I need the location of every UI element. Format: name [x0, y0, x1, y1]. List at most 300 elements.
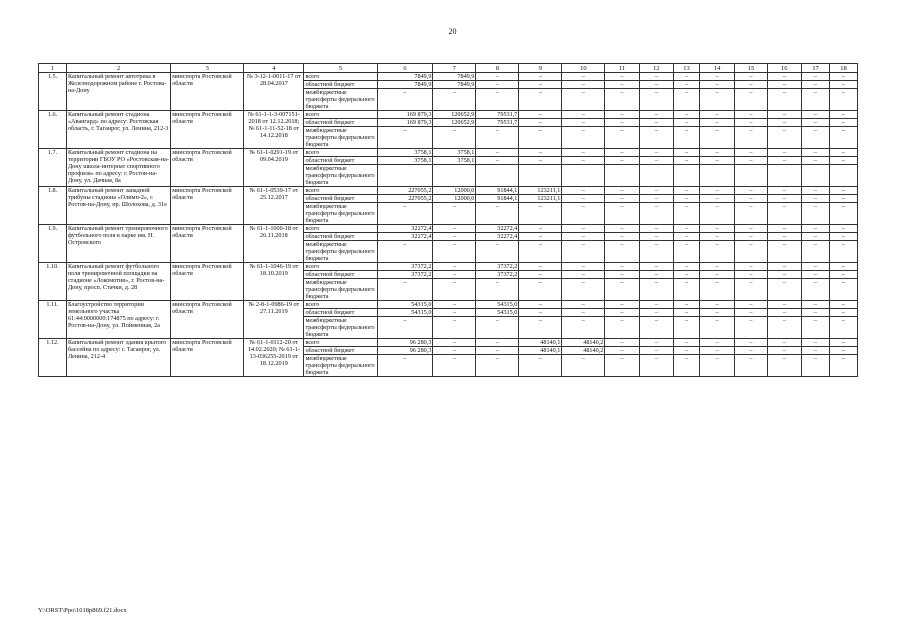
value-cell: –	[829, 203, 857, 225]
value-cell: –	[801, 233, 829, 241]
value-cell: –	[476, 81, 519, 89]
value-cell: –	[433, 347, 476, 355]
value-cell	[829, 165, 857, 187]
value-cell: –	[562, 195, 605, 203]
value-cell: –	[639, 149, 673, 157]
value-cell: –	[767, 195, 801, 203]
value-cell: –	[829, 73, 857, 81]
document-ref: № 2-8-1-0986-19 от 27.11.2019	[244, 301, 304, 339]
row-number: 1.8.	[39, 187, 67, 225]
object-name: Капитальный ремонт стадиона «Авангард» по адресу: Ростовская область, г. Таганрог, ул. Ленина, 212-3	[66, 111, 170, 149]
value-cell: –	[829, 157, 857, 165]
funding-source-label: межбюджетные трансферты федерального бюджета	[304, 317, 377, 339]
value-cell: –	[674, 127, 700, 149]
funding-source-label: межбюджетные трансферты федерального бюджета	[304, 241, 377, 263]
value-cell: 48140,1	[519, 347, 562, 355]
value-cell: –	[605, 309, 639, 317]
value-cell: –	[476, 355, 519, 377]
value-cell: –	[562, 317, 605, 339]
value-cell: 96 280,3	[377, 339, 433, 347]
column-header: 15	[735, 64, 767, 73]
value-cell: –	[674, 309, 700, 317]
document-ref: № 3-12-1-0011-17 от 28.04.2017	[244, 73, 304, 111]
customer-org: минспорта Ростовской области	[171, 73, 244, 111]
value-cell: –	[639, 157, 673, 165]
funding-source-label: областной бюджет	[304, 195, 377, 203]
value-cell: 54315,0	[476, 309, 519, 317]
value-cell: 37372,2	[476, 263, 519, 271]
column-header: 2	[66, 64, 170, 73]
header-row	[39, 64, 858, 73]
funding-source-label: межбюджетные трансферты федерального бюджета	[304, 279, 377, 301]
value-cell: –	[433, 89, 476, 111]
value-cell: –	[519, 149, 562, 157]
value-cell: –	[562, 89, 605, 111]
value-cell: –	[829, 233, 857, 241]
value-cell: –	[476, 339, 519, 347]
value-cell: –	[519, 157, 562, 165]
value-cell: –	[735, 339, 767, 347]
value-cell: –	[829, 309, 857, 317]
value-cell: –	[829, 119, 857, 127]
value-cell: –	[562, 149, 605, 157]
value-cell: –	[519, 317, 562, 339]
value-cell: 48140,2	[562, 347, 605, 355]
object-name: Капитальный ремонт здания крытого бассейна по адресу: г. Таганрог, ул. Ленина, 212-4	[66, 339, 170, 377]
value-cell	[767, 165, 801, 187]
value-cell: –	[605, 73, 639, 81]
value-cell: –	[639, 89, 673, 111]
value-cell: –	[674, 241, 700, 263]
value-cell: –	[829, 187, 857, 195]
funding-source-label: межбюджетные трансферты федерального бюджета	[304, 355, 377, 377]
value-cell: 54315,0	[377, 309, 433, 317]
table-header	[39, 64, 858, 73]
value-cell: –	[699, 149, 734, 157]
column-header: 18	[829, 64, 857, 73]
customer-org: минспорта Ростовской области	[171, 111, 244, 149]
document-ref: № 61-1-1000-18 от 26.11.2018	[244, 225, 304, 263]
value-cell: 120652,9	[433, 119, 476, 127]
funding-source-label: областной бюджет	[304, 309, 377, 317]
value-cell: –	[674, 89, 700, 111]
value-cell: 96 280,3	[377, 347, 433, 355]
value-cell: –	[562, 355, 605, 377]
value-cell: 3758,1	[377, 149, 433, 157]
value-cell: –	[801, 157, 829, 165]
document-ref: № 61-1-0291-19 от 09.04.2019	[244, 149, 304, 187]
value-cell	[699, 165, 734, 187]
value-cell: –	[377, 355, 433, 377]
document-ref: № 61-1-0539-17 от 25.12.2017	[244, 187, 304, 225]
value-cell: –	[605, 279, 639, 301]
column-header: 5	[304, 64, 377, 73]
table-body	[39, 73, 858, 377]
value-cell: –	[433, 203, 476, 225]
value-cell: –	[699, 187, 734, 195]
row-number: 1.10.	[39, 263, 67, 301]
value-cell: –	[829, 111, 857, 119]
value-cell: –	[605, 317, 639, 339]
value-cell: –	[735, 73, 767, 81]
value-cell: –	[605, 225, 639, 233]
value-cell: –	[433, 317, 476, 339]
value-cell: –	[639, 339, 673, 347]
value-cell: –	[801, 127, 829, 149]
value-cell: –	[767, 157, 801, 165]
value-cell: –	[562, 157, 605, 165]
value-cell: –	[735, 195, 767, 203]
value-cell: –	[674, 301, 700, 309]
value-cell: –	[767, 309, 801, 317]
value-cell: –	[829, 339, 857, 347]
object-name: Капитальный ремонт автотрека в Железнодорожном районе г. Ростова-на-Дону	[66, 73, 170, 111]
value-cell: –	[562, 233, 605, 241]
value-cell: –	[519, 279, 562, 301]
value-cell: –	[562, 127, 605, 149]
value-cell: –	[699, 81, 734, 89]
value-cell: –	[639, 301, 673, 309]
value-cell: –	[674, 73, 700, 81]
table-row	[39, 73, 858, 81]
value-cell: –	[801, 317, 829, 339]
table-row	[39, 187, 858, 195]
value-cell: 7849,9	[377, 81, 433, 89]
value-cell	[735, 165, 767, 187]
funding-source-label: всего	[304, 301, 377, 309]
value-cell: –	[829, 195, 857, 203]
value-cell: –	[562, 81, 605, 89]
value-cell: –	[767, 279, 801, 301]
value-cell: –	[699, 233, 734, 241]
value-cell: –	[767, 301, 801, 309]
value-cell: –	[476, 89, 519, 111]
value-cell: –	[674, 225, 700, 233]
value-cell: –	[801, 111, 829, 119]
value-cell: –	[519, 233, 562, 241]
value-cell: –	[801, 187, 829, 195]
value-cell: –	[767, 149, 801, 157]
funding-source-label: межбюджетные трансферты федерального бюджета	[304, 203, 377, 225]
value-cell: –	[605, 157, 639, 165]
object-name: Капитальный ремонт стадиона на территории ГБОУ РО «Ростовская-на-Дону школа-интернат спортивного профиля» по адресу: г. Ростов-на-Дону, ул. Дачная, 8а	[66, 149, 170, 187]
funding-source-label: областной бюджет	[304, 119, 377, 127]
value-cell: –	[605, 119, 639, 127]
value-cell: –	[699, 89, 734, 111]
value-cell: –	[639, 355, 673, 377]
value-cell	[433, 165, 476, 187]
value-cell: –	[829, 301, 857, 309]
value-cell: 54315,0	[377, 301, 433, 309]
value-cell: –	[639, 119, 673, 127]
value-cell: –	[735, 119, 767, 127]
value-cell: –	[562, 309, 605, 317]
value-cell: –	[433, 355, 476, 377]
value-cell: –	[605, 233, 639, 241]
customer-org: минспорта Ростовской области	[171, 149, 244, 187]
funding-source-label: областной бюджет	[304, 347, 377, 355]
value-cell: –	[829, 347, 857, 355]
value-cell: –	[476, 241, 519, 263]
column-header: 14	[699, 64, 734, 73]
value-cell: –	[562, 187, 605, 195]
value-cell: –	[433, 339, 476, 347]
customer-org: минспорта Ростовской области	[171, 339, 244, 377]
value-cell: –	[562, 225, 605, 233]
value-cell: –	[562, 119, 605, 127]
object-name: Капитальный ремонт западной трибуны стадиона «Олимп-2», г. Ростов-на-Дону, пр. Шолохова, д. 31е	[66, 187, 170, 225]
value-cell: –	[639, 111, 673, 119]
value-cell: 3758,1	[433, 149, 476, 157]
value-cell: –	[377, 127, 433, 149]
value-cell: –	[767, 225, 801, 233]
value-cell: –	[639, 317, 673, 339]
value-cell: –	[605, 81, 639, 89]
funding-source-label: всего	[304, 73, 377, 81]
value-cell: –	[735, 317, 767, 339]
value-cell: –	[519, 119, 562, 127]
value-cell: 120652,9	[433, 111, 476, 119]
value-cell: –	[674, 339, 700, 347]
value-cell: 3758,1	[433, 157, 476, 165]
value-cell: –	[767, 233, 801, 241]
document-ref: № 61-1-1-3-007151-2018 от 12.12.2018; № 61-1-11-52-18 от 14.12.2018	[244, 111, 304, 149]
value-cell: –	[605, 89, 639, 111]
value-cell: –	[377, 241, 433, 263]
value-cell: –	[674, 119, 700, 127]
value-cell: 12000,0	[433, 195, 476, 203]
value-cell: –	[605, 127, 639, 149]
value-cell: –	[377, 203, 433, 225]
value-cell: –	[476, 317, 519, 339]
budget-table	[38, 63, 858, 377]
value-cell: –	[605, 203, 639, 225]
value-cell: –	[829, 241, 857, 263]
value-cell: –	[562, 279, 605, 301]
value-cell: –	[699, 301, 734, 309]
value-cell: –	[519, 241, 562, 263]
value-cell: –	[699, 119, 734, 127]
column-header: 16	[767, 64, 801, 73]
value-cell: –	[735, 309, 767, 317]
customer-org: минспорта Ростовской области	[171, 301, 244, 339]
row-number: 1.12.	[39, 339, 67, 377]
value-cell: –	[801, 271, 829, 279]
value-cell: –	[674, 355, 700, 377]
value-cell: –	[519, 355, 562, 377]
value-cell: –	[639, 81, 673, 89]
value-cell: –	[767, 241, 801, 263]
value-cell: –	[605, 263, 639, 271]
funding-source-label: всего	[304, 111, 377, 119]
value-cell: –	[829, 225, 857, 233]
document-ref: № 61-1-0112-20 от 14.02.2020; № 61-1-13-036255-2019 от 18.12.2019	[244, 339, 304, 377]
value-cell: 12000,0	[433, 187, 476, 195]
funding-source-label: областной бюджет	[304, 157, 377, 165]
customer-org: минспорта Ростовской области	[171, 263, 244, 301]
value-cell: –	[699, 271, 734, 279]
funding-source-label: межбюджетные трансферты федерального бюджета	[304, 165, 377, 187]
column-header: 8	[476, 64, 519, 73]
value-cell: –	[605, 355, 639, 377]
value-cell: 169 879,3	[377, 111, 433, 119]
column-header: 10	[562, 64, 605, 73]
value-cell: –	[801, 301, 829, 309]
value-cell: –	[801, 225, 829, 233]
value-cell: –	[699, 241, 734, 263]
value-cell: 37372,2	[377, 263, 433, 271]
funding-source-label: областной бюджет	[304, 81, 377, 89]
value-cell: –	[735, 279, 767, 301]
column-header: 9	[519, 64, 562, 73]
value-cell: –	[767, 355, 801, 377]
value-cell: –	[767, 111, 801, 119]
value-cell: –	[377, 317, 433, 339]
value-cell: –	[674, 81, 700, 89]
value-cell: –	[829, 149, 857, 157]
value-cell: –	[433, 301, 476, 309]
value-cell: –	[699, 195, 734, 203]
value-cell: –	[639, 279, 673, 301]
value-cell: –	[767, 119, 801, 127]
value-cell: –	[519, 203, 562, 225]
value-cell: –	[519, 81, 562, 89]
value-cell: –	[767, 203, 801, 225]
value-cell: –	[605, 111, 639, 119]
value-cell: –	[767, 187, 801, 195]
value-cell: –	[801, 309, 829, 317]
column-header: 11	[605, 64, 639, 73]
value-cell: –	[377, 279, 433, 301]
value-cell: –	[562, 73, 605, 81]
value-cell: –	[735, 225, 767, 233]
object-name: Благоустройство территории земельного участка 61:44:0000000:174875 по адресу: г. Ростов-на-Дону, ул. Пойменная, 2а	[66, 301, 170, 339]
value-cell: –	[735, 127, 767, 149]
value-cell: –	[605, 149, 639, 157]
value-cell: –	[519, 127, 562, 149]
value-cell	[519, 165, 562, 187]
table-row	[39, 301, 858, 309]
value-cell: –	[735, 149, 767, 157]
value-cell: –	[674, 157, 700, 165]
value-cell: 79531,7	[476, 111, 519, 119]
value-cell: –	[699, 225, 734, 233]
row-number: 1.9.	[39, 225, 67, 263]
value-cell: –	[735, 81, 767, 89]
value-cell	[476, 165, 519, 187]
funding-source-label: всего	[304, 149, 377, 157]
value-cell: –	[735, 89, 767, 111]
value-cell: –	[639, 203, 673, 225]
value-cell: –	[735, 157, 767, 165]
value-cell: 48140,1	[519, 339, 562, 347]
value-cell: –	[801, 119, 829, 127]
value-cell: –	[735, 355, 767, 377]
value-cell: –	[735, 241, 767, 263]
value-cell: 91844,1	[476, 195, 519, 203]
value-cell: –	[829, 317, 857, 339]
value-cell: –	[433, 241, 476, 263]
funding-source-label: всего	[304, 339, 377, 347]
value-cell	[562, 165, 605, 187]
value-cell: 32272,4	[476, 225, 519, 233]
value-cell: –	[674, 195, 700, 203]
value-cell: –	[433, 271, 476, 279]
column-header: 12	[639, 64, 673, 73]
column-header: 6	[377, 64, 433, 73]
value-cell: 32272,4	[476, 233, 519, 241]
table-row	[39, 111, 858, 119]
value-cell: –	[605, 195, 639, 203]
value-cell: –	[519, 89, 562, 111]
value-cell: –	[735, 111, 767, 119]
value-cell: –	[767, 263, 801, 271]
value-cell: –	[735, 301, 767, 309]
value-cell	[801, 165, 829, 187]
value-cell: –	[562, 203, 605, 225]
table-row	[39, 149, 858, 157]
value-cell: –	[735, 263, 767, 271]
funding-source-label: всего	[304, 187, 377, 195]
value-cell: –	[639, 187, 673, 195]
row-number: 1.7.	[39, 149, 67, 187]
table-row	[39, 339, 858, 347]
object-name: Капитальный ремонт футбольного поля тренировочной площадки на стадионе «Локомотив», г. Ростов-на-Дону, просп. Стачки, д. 28	[66, 263, 170, 301]
value-cell: –	[674, 187, 700, 195]
value-cell: 91844,1	[476, 187, 519, 195]
value-cell: –	[801, 81, 829, 89]
value-cell: –	[476, 279, 519, 301]
value-cell: –	[801, 149, 829, 157]
value-cell: –	[639, 195, 673, 203]
value-cell: 37372,2	[476, 271, 519, 279]
value-cell: –	[801, 195, 829, 203]
value-cell: –	[674, 149, 700, 157]
value-cell	[674, 165, 700, 187]
value-cell: –	[674, 271, 700, 279]
value-cell: –	[699, 309, 734, 317]
funding-source-label: всего	[304, 263, 377, 271]
value-cell: –	[639, 347, 673, 355]
value-cell: –	[735, 271, 767, 279]
value-cell: 79531,7	[476, 119, 519, 127]
column-header: 13	[674, 64, 700, 73]
value-cell: –	[801, 263, 829, 271]
value-cell: 227055,2	[377, 195, 433, 203]
value-cell: –	[735, 233, 767, 241]
value-cell: –	[801, 203, 829, 225]
value-cell: –	[767, 89, 801, 111]
value-cell: –	[674, 263, 700, 271]
funding-source-label: межбюджетные трансферты федерального бюджета	[304, 127, 377, 149]
funding-source-label: межбюджетные трансферты федерального бюджета	[304, 89, 377, 111]
value-cell: 123211,1	[519, 187, 562, 195]
value-cell: –	[562, 111, 605, 119]
value-cell: –	[639, 263, 673, 271]
value-cell: –	[767, 73, 801, 81]
column-header: 4	[244, 64, 304, 73]
value-cell: –	[476, 203, 519, 225]
value-cell: –	[699, 263, 734, 271]
value-cell: –	[801, 73, 829, 81]
customer-org: минспорта Ростовской области	[171, 187, 244, 225]
value-cell: –	[562, 271, 605, 279]
value-cell: 7849,9	[433, 81, 476, 89]
value-cell: –	[735, 187, 767, 195]
value-cell: –	[767, 81, 801, 89]
value-cell: –	[674, 233, 700, 241]
value-cell: –	[699, 355, 734, 377]
